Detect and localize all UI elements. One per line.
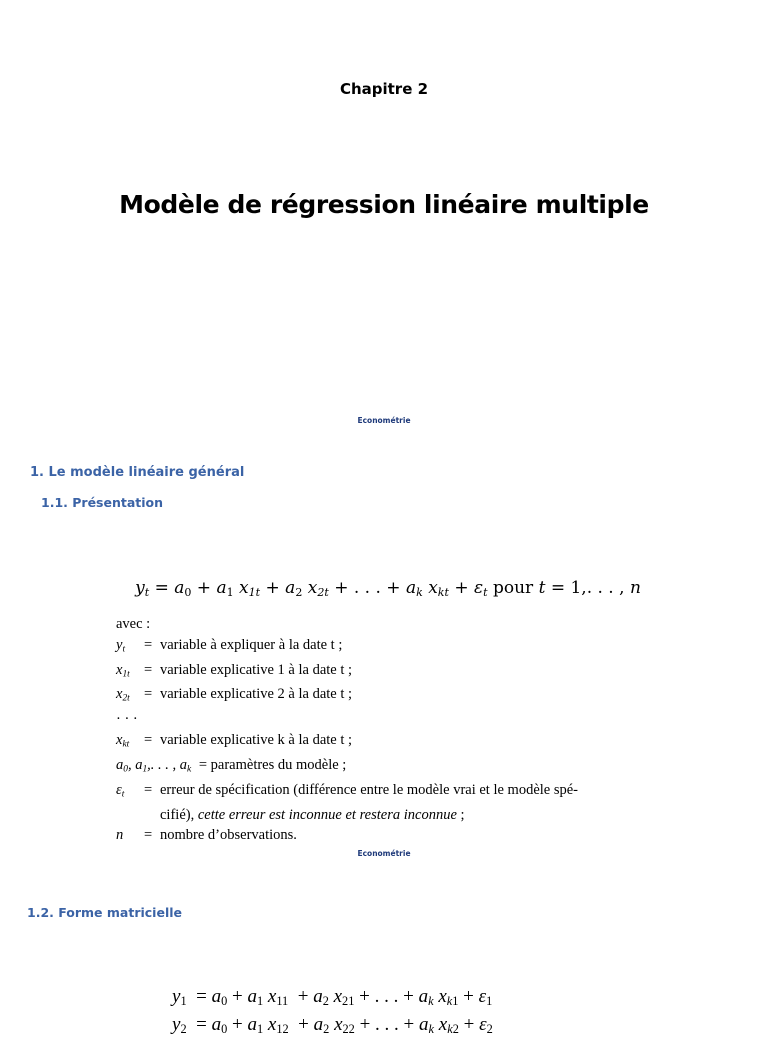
equation-word: pour <box>492 578 534 598</box>
definition-row: $x_{kt}$ = variable explicative k à la date t ; <box>116 732 353 750</box>
matrix-equation-row: $y_1 = a_0 + a_1$ $x_{11} + a_2$ $x_{21}$ + . . . + $a_k$ $x_{k1} + \varepsilon_1$ <box>172 986 493 1009</box>
page-footer-label: Econométrie <box>357 849 411 858</box>
definition-row: $x_{1t}$ = variable explicative 1 à la date t ; <box>116 661 353 679</box>
chapter-title: Modèle de régression linéaire multiple <box>119 190 649 219</box>
section-heading: 1.2. Forme matricielle <box>27 905 182 920</box>
page-footer-label: Econométrie <box>357 416 411 425</box>
subsection-heading: 1.1. Présentation <box>41 495 164 510</box>
definition-row: $x_{2t}$ = variable explicative 2 à la date t ; <box>116 686 353 704</box>
definition-row: n = nombre d’observations. <box>116 827 297 844</box>
chapter-label: Chapitre 2 <box>339 80 429 98</box>
definition-ellipsis: · · · <box>116 711 138 728</box>
definition-row: $y_t$ = variable à expliquer à la date t ; <box>116 636 343 654</box>
definitions-intro: avec : <box>116 616 151 632</box>
definition-row: $\varepsilon_t$ = erreur de spécification (différence entre le modèle vrai et le modèle spé- <box>116 781 579 800</box>
section-heading: 1. Le modèle linéaire général <box>30 465 245 480</box>
definition-continuation: cifié), cette erreur est inconnue et restera inconnue ; <box>160 806 465 823</box>
regression-equation: $y_t = a_0 + a_1$ $x_{1t} + a_2$ $x_{2t}$ + . . . + $a_k$ $x_{kt} + \varepsilon_t$ pour t = 1,. . . , n <box>135 578 641 599</box>
definition-row: $a_0$, $a_1$,. . . , $a_k$ = paramètres du modèle ; <box>116 756 347 775</box>
variable-definitions <box>116 614 652 846</box>
matrix-equation-row: $y_2 = a_0 + a_1$ $x_{12} + a_2$ $x_{22}$ + . . . + $a_k$ $x_{k2} + \varepsilon_2$ <box>172 1014 493 1037</box>
